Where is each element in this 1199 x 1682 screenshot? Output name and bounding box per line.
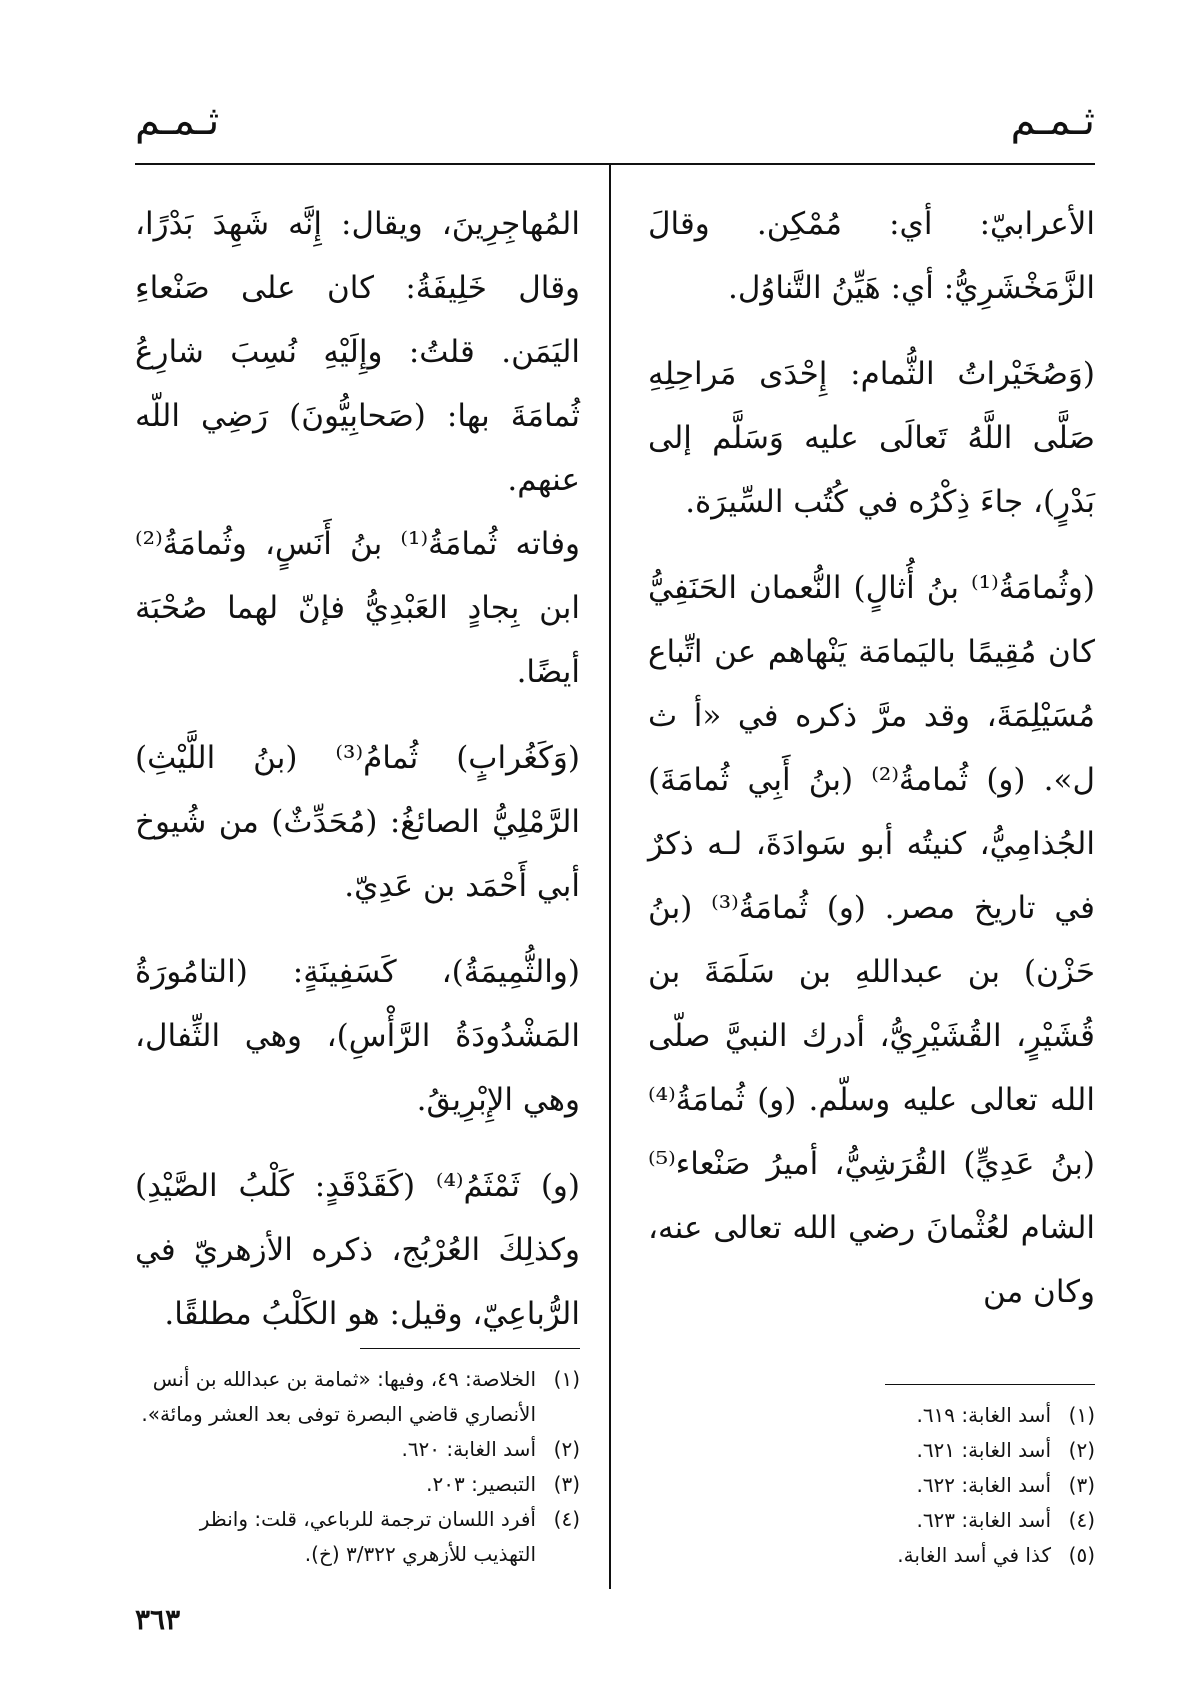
paragraph: (وَكَغُرابٍ) ثُمامُ⁽³⁾ (بنُ اللَّيْثِ) الرَّمْلِيُّ الصائغُ: (مُحَدِّثٌ) من شُيوخ أبي أَحْمَد بن عَدِيّ. (135, 740, 580, 904)
paragraph: المُهاجِرِينَ، ويقال: إِنَّه شَهِدَ بَدْرًا، وقال خَلِيفَةُ: كان على صَنْعاءِ اليَمَن. قلتُ: وإِلَيْهِ نُسِبَ شارِعُ ثُمامَةَ بها: (صَحابِيُّونَ) رَضِي اللّه عنهم. (135, 206, 580, 498)
footnote (135, 1362, 580, 1432)
paragraph: (والثُّمِيمَةُ)، كَسَفِينَةٍ: (التامُورَةُ المَشْدُودَةُ الرَّأْسِ)، وهي الثِّفال، وهي الإِبْرِيقُ. (135, 954, 580, 1118)
footnote-text: أسد الغابة: ٦١٩. (916, 1403, 1051, 1427)
paragraph: وفاته ثُمامَةُ⁽¹⁾ بنُ أَنَسٍ، وثُمامَةُ⁽²⁾ ابن بِجادٍ العَبْدِيُّ فإنّ لهما صُحْبَة أيضًا. (135, 526, 580, 690)
footnote (648, 1433, 1095, 1468)
footnote-number: (٤) (553, 1507, 580, 1531)
footnote-text: أسد الغابة: ٦٢٠. (401, 1437, 536, 1461)
footnote-text: التبصير: ٢٠٣. (426, 1472, 536, 1496)
footnote-text: أسد الغابة: ٦٢١. (916, 1438, 1051, 1462)
footnote-number: (٢) (553, 1437, 580, 1461)
footnote-number: (٣) (553, 1472, 580, 1496)
paragraph: (وثُمامَةُ⁽¹⁾ بنُ أُثالٍ) النُّعمان الحَنَفِيُّ كان مُقِيمًا باليَمامَة يَنْهاهم عن اتِّباع مُسَيْلِمَةَ، وقد مرَّ ذكره في «أ ث ل». (و) ثُمامةُ⁽²⁾ (بنُ أَبِي ثُمامَةَ) الجُذامِيُّ، كنيتُه أبو سَوادَةَ، لـه ذكرٌ في تاريخ مصر. (و) ثُمامَةُ⁽³⁾ (بنُ حَزْن) بن عبداللهِ بن سَلَمَةَ بن قُشَيْرٍ، القُشَيْرِيُّ، أدرك النبيَّ صلّى الله تعالى عليه وسلّم. (و) ثُمامَةُ⁽⁴⁾ (بنُ عَدِيٍّ) القُرَشِيُّ، أميرُ صَنْعاء⁽⁵⁾ الشام لعُثْمانَ رضي الله تعالى عنه، وكان من (648, 570, 1096, 1310)
footnote (135, 1502, 580, 1572)
right-column (648, 192, 1095, 1324)
footnotes-right (648, 1398, 1095, 1573)
footnote-text: أفرد اللسان ترجمة للرباعي، قلت: وانظر التهذيب للأزهري ٣/٣٢٢ (خ). (199, 1507, 536, 1566)
footnote-number: (١) (1068, 1403, 1095, 1427)
footnote-number: (٢) (1068, 1438, 1095, 1462)
footnote-number: (٣) (1068, 1473, 1095, 1497)
footnote-number: (٥) (1068, 1543, 1095, 1567)
footnote (648, 1538, 1095, 1573)
paragraph: (و) ثَمْثَمُ⁽⁴⁾ (كَقَدْقَدٍ: كَلْبُ الصَّيْدِ) وكذلِكَ العُرْبُج، ذكره الأزهريّ في الرُّباعِيّ، وقيل: هو الكَلْبُ مطلقًا. (135, 1168, 580, 1332)
footnotes-left (135, 1362, 580, 1572)
header-root-word-right: ثـمـم (1010, 98, 1095, 144)
footnote (648, 1398, 1095, 1433)
footnote (135, 1467, 580, 1502)
left-column (135, 192, 580, 1346)
page-number: ٣٦٣ (135, 1603, 181, 1636)
paragraph: الأعرابيّ: أي: مُمْكِن. وقالَ الزَّمَخْشَرِيُّ: أي: هَيِّنُ التَّناوُل. (648, 206, 1095, 306)
column-divider (609, 164, 611, 1589)
header-rule (135, 163, 1095, 165)
footnote (648, 1503, 1095, 1538)
footnote-number: (٤) (1068, 1508, 1095, 1532)
header-root-word-left: ثـمـم (135, 98, 220, 144)
footnote (648, 1468, 1095, 1503)
footnote (135, 1432, 580, 1467)
footnote-text: أسد الغابة: ٦٢٣. (916, 1508, 1051, 1532)
footnote-text: كذا في أسد الغابة. (897, 1543, 1051, 1567)
footnote-number: (١) (553, 1367, 580, 1391)
footnote-text: أسد الغابة: ٦٢٢. (916, 1473, 1051, 1497)
footnote-rule-right (885, 1384, 1095, 1385)
footnote-rule-left (360, 1348, 580, 1349)
paragraph: (وَصُخَيْراتُ الثُّمام: إِحْدَى مَراحِلِهِ صَلَّى اللَّهُ تَعالَى عليه وَسَلَّم إلى بَدْرٍ)، جاءَ ذِكْرُه في كُتُب السِّيرَة. (648, 356, 1095, 520)
footnote-text: الخلاصة: ٤٩، وفيها: «ثمامة بن عبدالله بن أنس الأنصاري قاضي البصرة توفى بعد العشر ومائة». (141, 1367, 536, 1426)
